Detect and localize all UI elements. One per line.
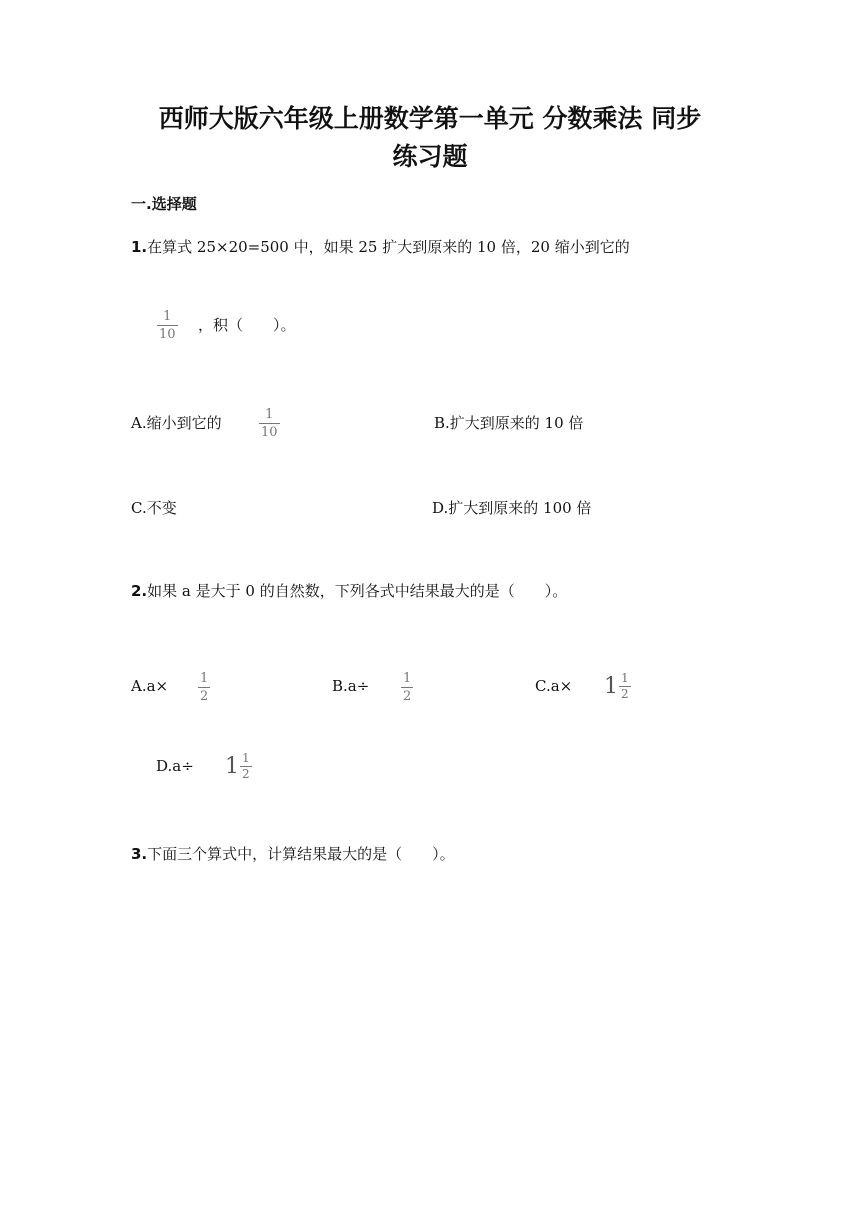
question-1 xyxy=(131,236,630,257)
question-2-option-d: D.a÷ xyxy=(156,757,194,775)
fraction-bar xyxy=(198,687,210,688)
question-3-number: 3. xyxy=(131,845,148,863)
fraction-bar xyxy=(401,687,413,688)
fraction-bar xyxy=(157,325,178,326)
fraction-numerator: 1 xyxy=(242,751,250,765)
fraction-bar xyxy=(259,423,280,424)
mixed-fraction xyxy=(240,752,252,781)
fraction-denominator: 2 xyxy=(242,767,250,781)
question-2-option-c: C.a× xyxy=(535,677,573,695)
document-title xyxy=(0,100,860,176)
section-heading: 一.选择题 xyxy=(131,195,197,213)
option-c-mixed-number xyxy=(604,672,631,701)
fraction-denominator: 10 xyxy=(159,327,176,342)
fraction-numerator: 1 xyxy=(403,671,412,686)
question-2-number: 2. xyxy=(131,582,148,600)
question-3-text: 下面三个算式中，计算结果最大的是（ ）。 xyxy=(147,845,455,863)
question-3 xyxy=(131,843,455,864)
fraction-numerator: 1 xyxy=(200,671,209,686)
question-2-option-a: A.a× xyxy=(131,677,169,695)
fraction-denominator: 2 xyxy=(200,689,209,704)
question-2-option-b: B.a÷ xyxy=(332,677,370,695)
question-1-fraction xyxy=(157,309,178,342)
title-line-1: 西师大版六年级上册数学第一单元 分数乘法 同步 xyxy=(158,104,702,133)
fraction-denominator: 2 xyxy=(621,687,629,701)
question-1-option-d: D.扩大到原来的 100 倍 xyxy=(432,499,592,517)
question-1-option-a: A.缩小到它的 xyxy=(131,414,222,432)
question-1-number: 1. xyxy=(131,238,148,256)
question-1-option-c: C.不变 xyxy=(131,499,177,517)
option-d-mixed-number xyxy=(225,752,252,781)
fraction-numerator: 1 xyxy=(621,671,629,685)
mixed-whole: 1 xyxy=(604,674,618,699)
fraction-denominator: 2 xyxy=(403,689,412,704)
fraction-numerator: 1 xyxy=(265,407,274,422)
option-a-fraction xyxy=(259,407,280,440)
option-a-fraction xyxy=(198,671,210,704)
question-2 xyxy=(131,580,567,601)
fraction-numerator: 1 xyxy=(163,309,172,324)
mixed-fraction xyxy=(619,672,631,701)
question-1-text: 在算式 25×20=500 中，如果 25 扩大到原来的 10 倍，20 缩小到它的 xyxy=(147,238,630,256)
question-1-continuation: ，积（ ）。 xyxy=(198,316,296,334)
mixed-whole: 1 xyxy=(225,754,239,779)
question-2-text: 如果 a 是大于 0 的自然数，下列各式中结果最大的是（ ）。 xyxy=(147,582,568,600)
title-line-2: 练习题 xyxy=(392,142,468,171)
option-b-fraction xyxy=(401,671,413,704)
fraction-denominator: 10 xyxy=(261,425,278,440)
question-1-option-b: B.扩大到原来的 10 倍 xyxy=(434,414,584,432)
